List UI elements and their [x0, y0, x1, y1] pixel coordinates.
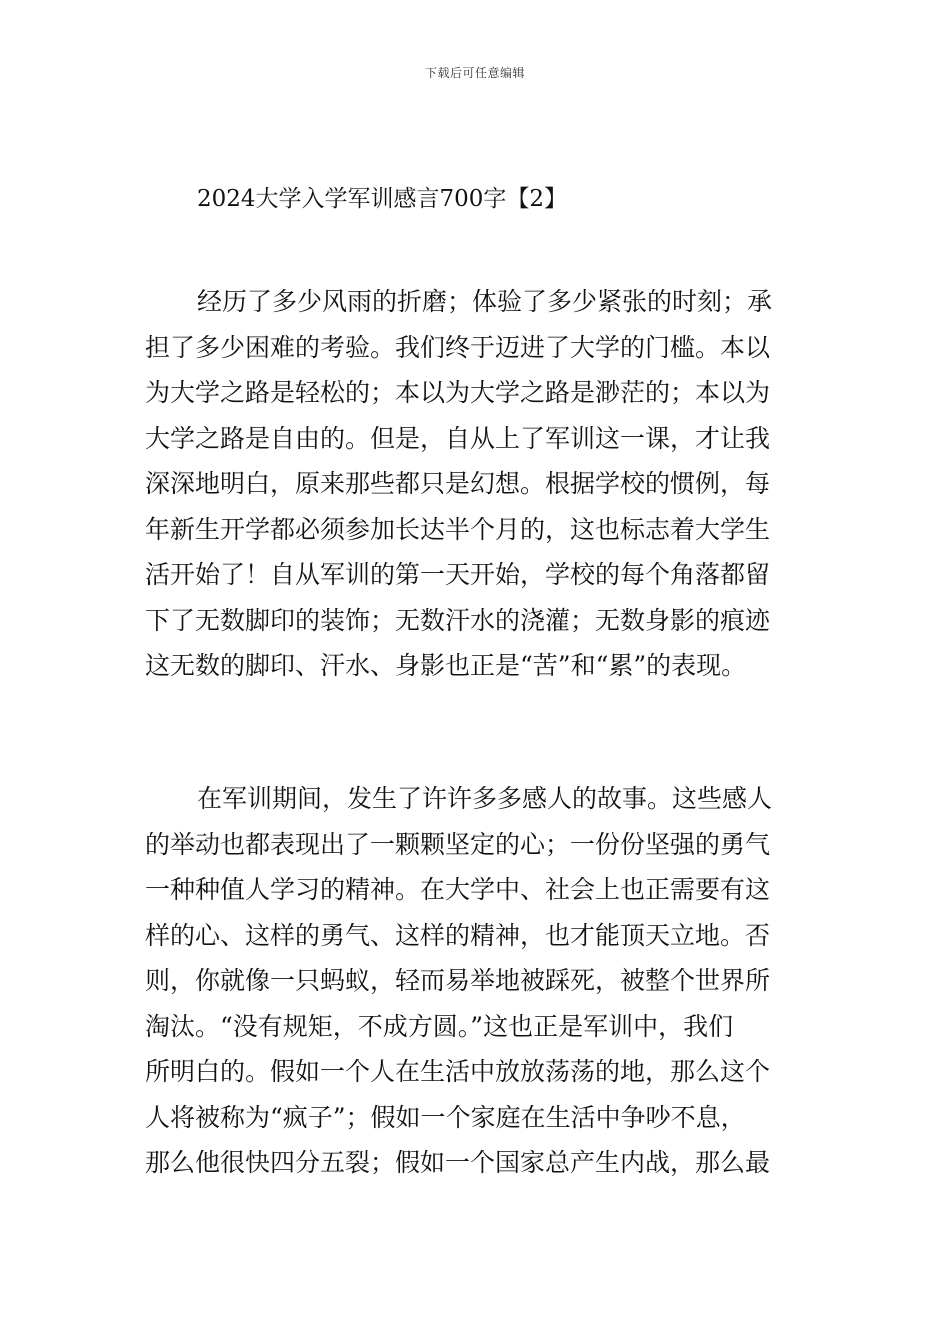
paragraph-line: 所明白的。假如一个人在生活中放放荡荡的地，那么这个 [145, 1057, 771, 1086]
paragraph-line: 为大学之路是轻松的；本以为大学之路是渺茫的；本以为 [145, 378, 771, 407]
paragraph-1 [145, 279, 815, 689]
document-title: 2024大学入学军训感言700字【2】 [197, 186, 568, 212]
paragraph-line: 深深地明白，原来那些都只是幻想。根据学校的惯例，每 [145, 469, 771, 498]
paragraph-line: 一种种值人学习的精神。在大学中、社会上也正需要有这 [145, 875, 771, 904]
paragraph-line: 经历了多少风雨的折磨；体验了多少紧张的时刻；承 [197, 287, 773, 316]
paragraph-line: 担了多少困难的考验。我们终于迈进了大学的门槛。本以 [145, 332, 771, 362]
paragraph-line: 则，你就像一只蚂蚁，轻而易举地被踩死，被整个世界所 [145, 966, 771, 995]
paragraph-line: 人将被称为“疯子”；假如一个家庭在生活中争吵不息， [145, 1102, 746, 1132]
paragraph-line: 淘汰。“没有规矩，不成方圆。”这也正是军训中，我们 [145, 1011, 734, 1041]
paragraph-line: 的举动也都表现出了一颗颗坚定的心；一份份坚强的勇气 [145, 829, 771, 859]
paragraph-line: 年新生开学都必须参加长达半个月的，这也标志着大学生 [145, 514, 771, 544]
paragraph-line: 在军训期间，发生了许许多多感人的故事。这些感人 [197, 784, 773, 813]
paragraph-line: 样的心、这样的勇气、这样的精神，也才能顶天立地。否 [145, 920, 771, 950]
paragraph-line: 那么他很快四分五裂；假如一个国家总产生内战，那么最 [145, 1148, 771, 1177]
paragraph-line: 下了无数脚印的装饰；无数汗水的浇灌；无数身影的痕迹 [145, 605, 771, 635]
paragraph-2 [145, 776, 815, 1186]
paragraph-line: 大学之路是自由的。但是，自从上了军训这一课，才让我 [145, 423, 771, 453]
paragraph-line: 活开始了！自从军训的第一天开始，学校的每个角落都留 [145, 560, 771, 589]
header-note: 下载后可任意编辑 [424, 66, 525, 80]
paragraph-line: 这无数的脚印、汗水、身影也正是“苦”和“累”的表现。 [145, 651, 747, 680]
